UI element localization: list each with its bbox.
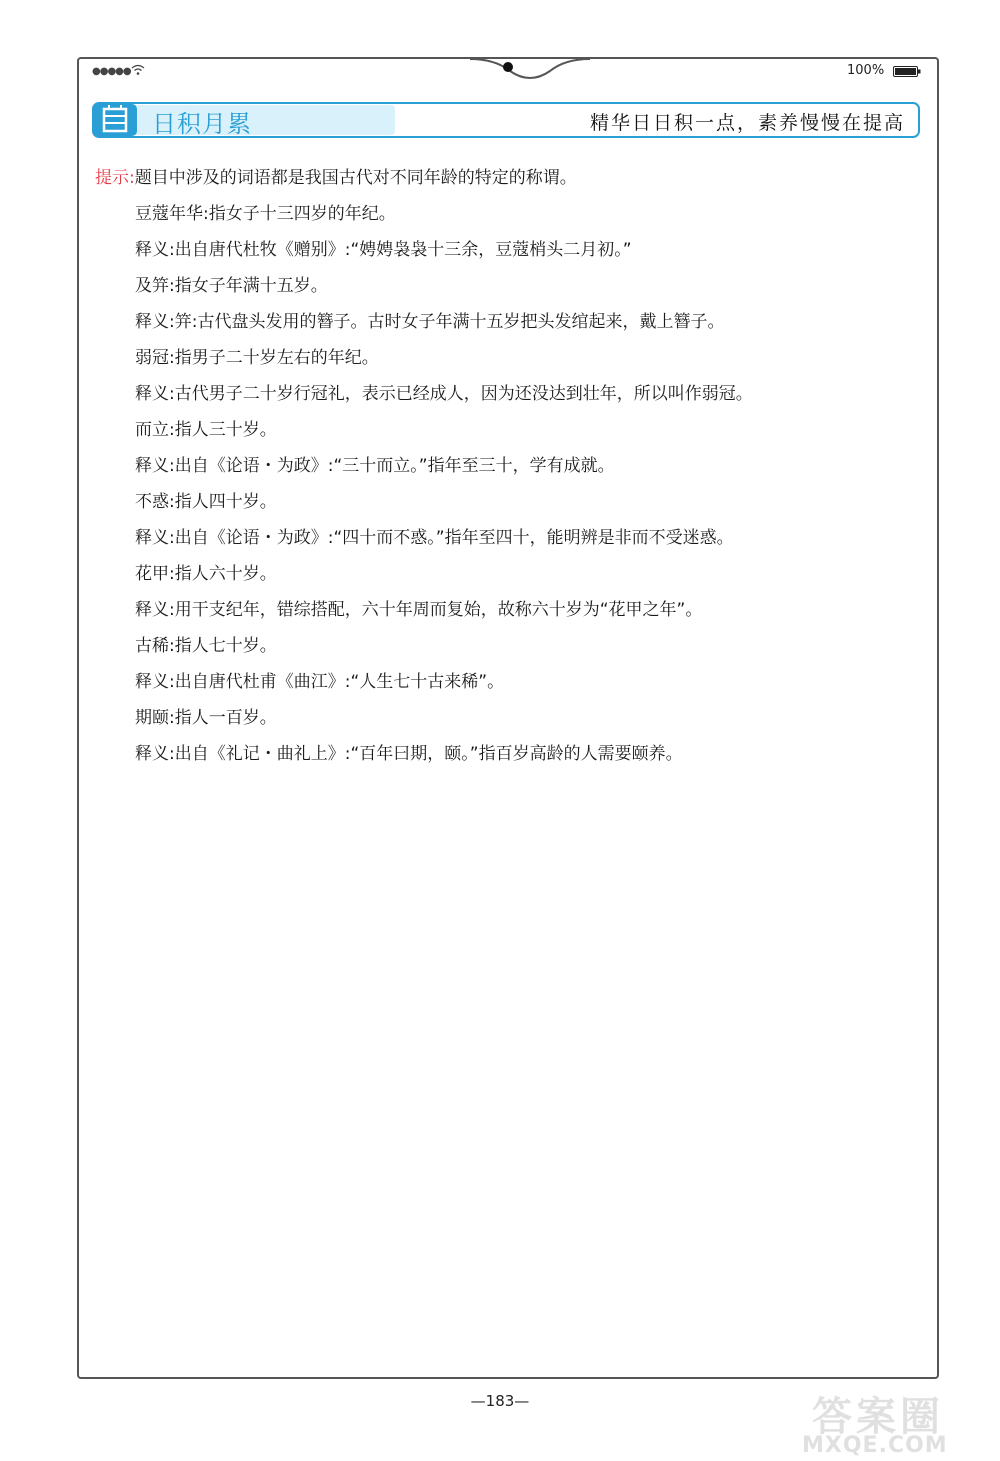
camera-notch [470, 55, 590, 85]
entry-line: 释义:古代男子二十岁行冠礼，表示已经成人，因为还没达到壮年，所以叫作弱冠。 [135, 384, 753, 404]
entry-line: 不惑:指人四十岁。 [135, 492, 277, 512]
watermark-logo: 答案圈 [812, 1394, 944, 1440]
entry-line: 释义:出自《论语・为政》:“四十而不惑。”指年至四十，能明辨是非而不受迷惑。 [135, 528, 734, 548]
entry-line: 而立:指人三十岁。 [135, 420, 277, 440]
hint-text: 题目中涉及的词语都是我国古代对不同年龄的特定的称谓。 [134, 168, 577, 188]
banner-title: 日积月累 [152, 110, 252, 138]
entry-line: 释义:出自唐代杜牧《赠别》:“娉娉袅袅十三余，豆蔻梢头二月初。” [135, 240, 632, 260]
book-icon [92, 103, 138, 137]
entry-line: 释义:出自唐代杜甫《曲江》:“人生七十古来稀”。 [135, 672, 505, 692]
hint-paragraph [95, 160, 915, 196]
watermark-url: MXQE.COM [802, 1433, 948, 1458]
content-body [95, 160, 915, 772]
entry-line: 及笄:指女子年满十五岁。 [135, 276, 328, 296]
signal-icon: ●●●●● [92, 66, 131, 77]
battery-percentage: 100% [847, 63, 885, 78]
entry-line: 释义:出自《礼记・曲礼上》:“百年曰期，颐。”指百岁高龄的人需要颐养。 [135, 744, 683, 764]
entry-line: 释义:出自《论语・为政》:“三十而立。”指年至三十，学有成就。 [135, 456, 615, 476]
page-number: —183— [470, 1392, 530, 1410]
entry-line: 豆蔻年华:指女子十三四岁的年纪。 [135, 204, 396, 224]
entry-line: 期颐:指人一百岁。 [135, 708, 277, 728]
banner-slogan: 精华日日积一点，素养慢慢在提高 [589, 112, 905, 134]
entry-line: 弱冠:指男子二十岁左右的年纪。 [135, 348, 379, 368]
entry-line: 释义:笄:古代盘头发用的簪子。古时女子年满十五岁把头发绾起来，戴上簪子。 [135, 312, 725, 332]
entry-line: 释义:用干支纪年，错综搭配，六十年周而复始，故称六十岁为“花甲之年”。 [135, 600, 703, 620]
wifi-icon [131, 64, 145, 76]
watermark [790, 1385, 995, 1460]
entry-line: 古稀:指人七十岁。 [135, 636, 277, 656]
hint-label: 提示: [95, 168, 135, 188]
entry-line: 花甲:指人六十岁。 [135, 564, 277, 584]
battery-icon [893, 66, 921, 77]
